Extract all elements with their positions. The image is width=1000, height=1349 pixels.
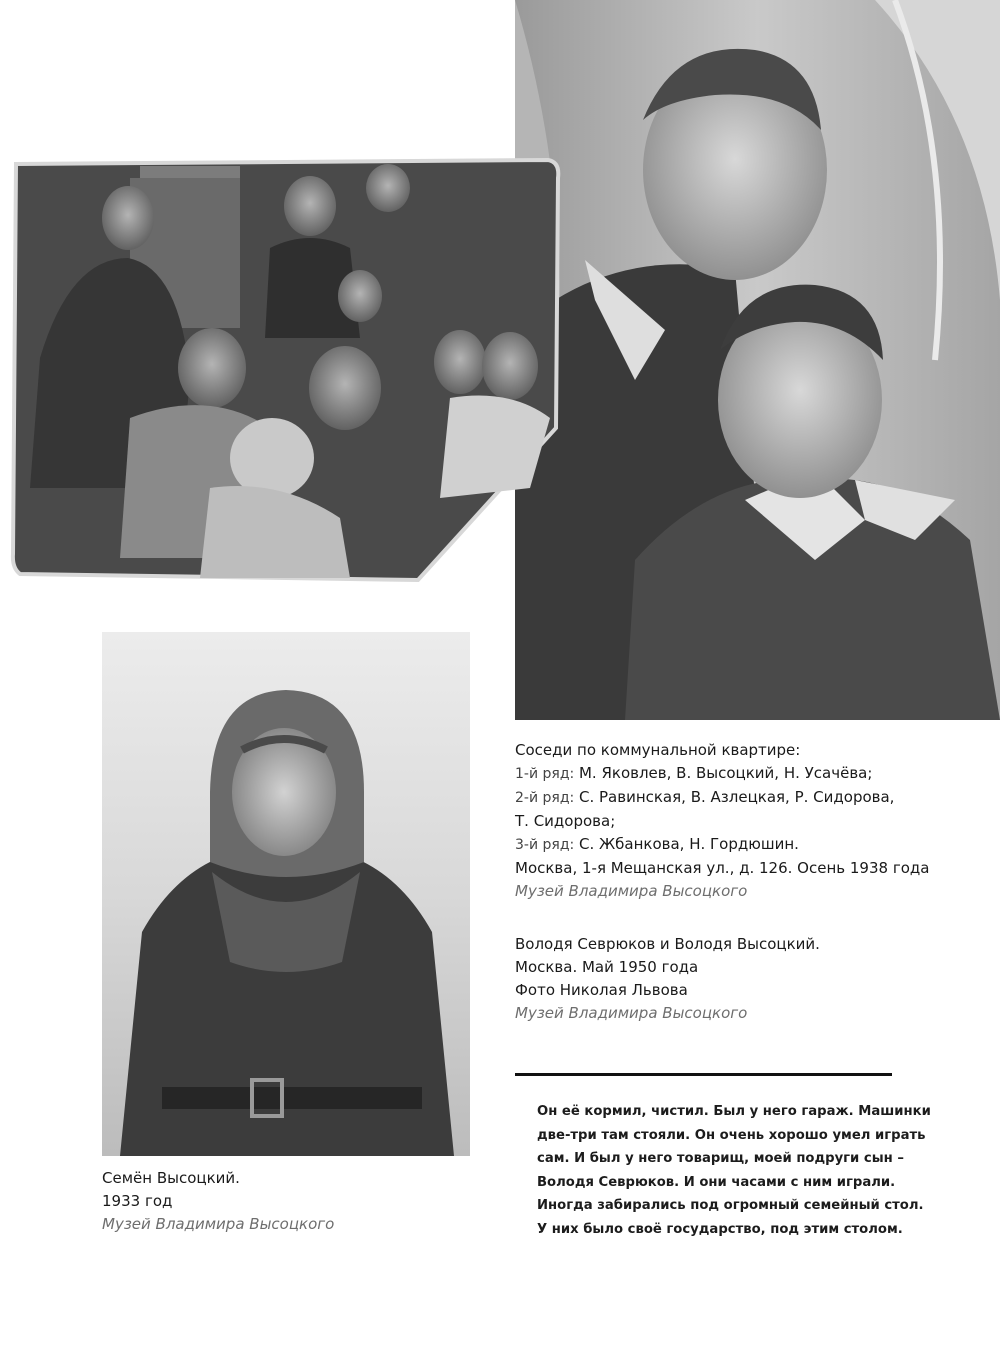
- quote-line: Он её кормил, чистил. Был у него гараж. Машинки: [537, 1104, 931, 1119]
- row2-label: 2-й ряд:: [515, 790, 575, 806]
- photo-semyon-portrait: [102, 632, 470, 1156]
- row3-label: 3-й ряд:: [515, 837, 575, 853]
- row1-names: М. Яковлев, В. Высоцкий, Н. Усачёва;: [574, 764, 873, 782]
- caption-title: Володя Севрюков и Володя Высоцкий.: [515, 935, 820, 953]
- caption-photographer: Фото Николая Львова: [515, 981, 688, 999]
- row2-names: С. Равинская, В. Азлецкая, Р. Сидорова,: [574, 788, 895, 806]
- quote-block: [537, 1100, 931, 1241]
- caption-boys: [515, 933, 915, 1025]
- quote-line: две-три там стояли. Он очень хорошо умел играть: [537, 1127, 926, 1143]
- caption-row2-cont: Т. Сидорова;: [515, 812, 616, 830]
- photo-boys-portrait: [515, 0, 1000, 720]
- photo-neighbors-group: [10, 158, 566, 582]
- caption-credit: Музей Владимира Высоцкого: [102, 1215, 335, 1233]
- quote-line: Володя Севрюков. И они часами с ним играли.: [537, 1174, 896, 1190]
- quote-line: У них было своё государство, под этим столом.: [537, 1221, 903, 1237]
- caption-place-date: Москва, 1-я Мещанская ул., д. 126. Осень 1938 года: [515, 859, 930, 877]
- caption-semyon: [102, 1167, 462, 1236]
- row1-label: 1-й ряд:: [515, 766, 575, 782]
- caption-row1: [515, 762, 955, 786]
- quote-line: сам. И был у него товарищ, моей подруги сын –: [537, 1151, 904, 1166]
- caption-credit: Музей Владимира Высоцкого: [515, 882, 748, 900]
- row3-names: С. Жбанкова, Н. Гордюшин.: [574, 835, 799, 853]
- caption-row2: [515, 786, 955, 810]
- caption-credit: Музей Владимира Высоцкого: [515, 1004, 748, 1022]
- quote-divider: [515, 1073, 892, 1076]
- caption-place-date: Москва. Май 1950 года: [515, 958, 699, 976]
- caption-title: Соседи по коммунальной квартире:: [515, 741, 801, 759]
- caption-neighbors: [515, 739, 955, 903]
- quote-line: Иногда забирались под огромный семейный стол.: [537, 1198, 924, 1213]
- caption-year: 1933 год: [102, 1192, 173, 1210]
- caption-title: Семён Высоцкий.: [102, 1169, 240, 1187]
- caption-row3: [515, 833, 955, 857]
